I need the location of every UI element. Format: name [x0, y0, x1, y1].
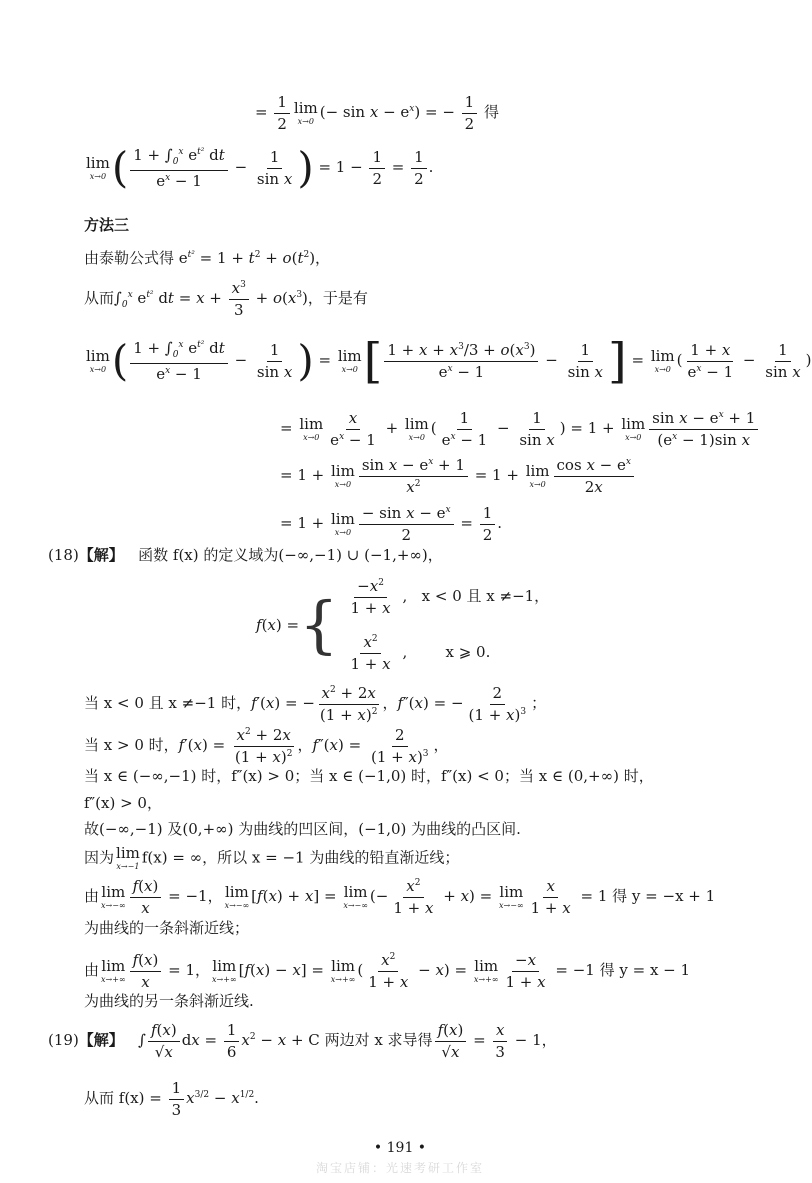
- yushiyou-text: ，于是有: [307, 289, 368, 307]
- result-text: 从而 f(x) =: [84, 1089, 162, 1107]
- problem-18-heading: [48, 548, 443, 563]
- solution-label-18: 【解】: [78, 546, 124, 564]
- problem-18-number: (18): [48, 546, 79, 564]
- derive-text: 两边对 x 求导得: [324, 1031, 433, 1049]
- eq-line-1: = $\frac{1}{2}$ lim x→0 (− $\sin x - e^x$) = − $\frac{1}{2}$ 得: [255, 93, 500, 133]
- eq-line-4: = lim x→0 $\frac{x}{e^x - 1}$ + lim x→0 ( $\frac{1}{e^x - 1}$ − $\frac{1}{\text{sin x}}$ ) = 1 + lim x→0 $\frac{\sin x - e^x + 1}{(e^x - 1)\sin x}$: [280, 410, 760, 448]
- watermark: 淘宝店铺：光速考研工作室: [315, 1161, 484, 1175]
- de-text: 得: [484, 103, 500, 121]
- oblique-asymptote-2: 由 lim x→+∞ $\frac{f(x)}{x}$ = 1， lim x→+∞ [f(x) − x] = lim x→+∞ ( $\frac{x^2}{1 + x}$ − x) = lim x→+∞ $\frac{-x}{1 + x}$ = −1 得 y = x − 1: [84, 951, 691, 991]
- solution-label-19: 【解】: [78, 1031, 124, 1049]
- eq-line-6: = 1 + lim x→0 $\frac{- \sin x - e^x}{2}$ = $\frac{1}{2}$ .: [280, 504, 503, 544]
- case-2-condition: x ⩾ 0.: [445, 643, 491, 661]
- by-text-2: 由: [84, 961, 100, 979]
- derivative-positive: 当 x > 0 时，f′(x) = $\frac{x^2 + 2x}{(1 + x)^2}$ ，f″(x) = $\frac{2}{(1 + x)^3}$ ，: [84, 726, 449, 766]
- because-text: 因为: [84, 848, 115, 867]
- eq-line-3: lim x→0 ( $\frac{1 + \int_0^x e^{t^2} dt}{e^x - 1}$ − $\frac{1}{\text{sin x}}$ ) = lim x→0 [ $\frac{1 + x + x^3/3 + o(x^3)}{e^x - 1}$ − $\frac{1}{\text{sin x}}$ ] = lim x→0 ( $\frac{1 + x}{e^x - 1}$ − $\frac{1}{\text{sin x}}$ ): [86, 333, 812, 389]
- by-text-1: 由: [84, 887, 100, 905]
- method-heading: 方法三: [84, 216, 130, 234]
- vertical-asymptote: 因为 lim x→−1 f(x) = ∞，所以 x = −1 为曲线的铅直渐近线；: [84, 844, 460, 871]
- concavity-line-2: f″(x) > 0，: [84, 794, 162, 812]
- oblique-2-tail: 为曲线的另一条斜渐近线.: [84, 992, 254, 1010]
- piecewise-function: f ( x ) = { $\frac{-x^2}{1 + x}$ , x < 0 且 x ≠−1， $\frac{x^2}{1 + x}$ , x ⩾ 0.: [256, 577, 550, 673]
- eq-line-5: = 1 + lim x→0 $\frac{\sin x - e^x + 1}{x^2}$ = 1 + lim x→0 $\frac{\cos x - e^x}{2x}$: [280, 457, 636, 495]
- when-neg-text: 当 x < 0 且 x ≠−1 时，: [84, 694, 252, 712]
- case-1-condition: x < 0 且 x ≠−1，: [421, 587, 550, 605]
- oblique-2-result: = −1 得 y = x − 1: [555, 961, 691, 979]
- oblique-1-result: = 1 得 y = −x + 1: [580, 887, 716, 905]
- integral-line: 从而$\int_0^x$ $e^{t^2}$ dt = x + $\frac{x^3}{3}$ + $o(x^3)$，于是有: [84, 279, 368, 319]
- taylor-text: 由泰勒公式得: [84, 249, 175, 267]
- problem-19-number: (19): [48, 1031, 79, 1049]
- then-text: 从而: [84, 289, 115, 307]
- oblique-1-tail: 为曲线的一条斜渐近线；: [84, 919, 250, 937]
- oblique-asymptote-1: 由 lim x→−∞ $\frac{f(x)}{x}$ = −1， lim x→−∞ [f(x) + x] = lim x→−∞ (− $\frac{x^2}{1 + x}$ + x) = lim x→−∞ $\frac{x}{1 + x}$ = 1 得 y = −x + 1: [84, 877, 716, 917]
- page-number: • 191 •: [373, 1140, 427, 1156]
- domain-text: 函数 f(x) 的定义域为(−∞,−1) ∪ (−1,+∞)，: [138, 546, 443, 564]
- derivative-negative: 当 x < 0 且 x ≠−1 时，f′(x) = − $\frac{x^2 + 2x}{(1 + x)^2}$ ，f″(x) = − $\frac{2}{(1 + x)^3}$ ；: [84, 684, 547, 724]
- eq-line-2: lim x→0 ( $\frac{1 + \int_0^x e^{t^2} dt}{e^x - 1}$ − $\frac{1}{\text{sin x}}$ ) = 1 − $\frac{1}{2}$ = $\frac{1}{2}$ .: [86, 143, 434, 193]
- concavity-line-1: 当 x ∈ (−∞,−1) 时，f″(x) > 0；当 x ∈ (−1,0) 时，f″(x) < 0；当 x ∈ (0,+∞) 时，: [84, 767, 654, 785]
- vertical-asymptote-text: f(x) = ∞，所以 x = −1 为曲线的铅直渐近线；: [141, 848, 460, 867]
- when-pos-text: 当 x > 0 时，: [84, 736, 179, 754]
- taylor-line: 由泰勒公式得 $e^{t^2} = 1 + t^2 + o(t^2)$，: [84, 249, 331, 267]
- problem-19-result: 从而 f(x) = $\frac{1}{3}$ $x^{3/2} - x^{1/2}$.: [84, 1079, 259, 1119]
- intervals-line: 故(−∞,−1) 及(0,+∞) 为曲线的凹区间，(−1,0) 为曲线的凸区间.: [84, 820, 521, 838]
- problem-19-line: (19)【解】 ∫ $\frac{f(x)}{√x}$ dx = $\frac{1}{6}$ $x^2 - x + C$ 两边对 x 求导得 $\frac{f(x)}{√x}$ = $\frac{x}{3}$ − 1，: [48, 1021, 557, 1061]
